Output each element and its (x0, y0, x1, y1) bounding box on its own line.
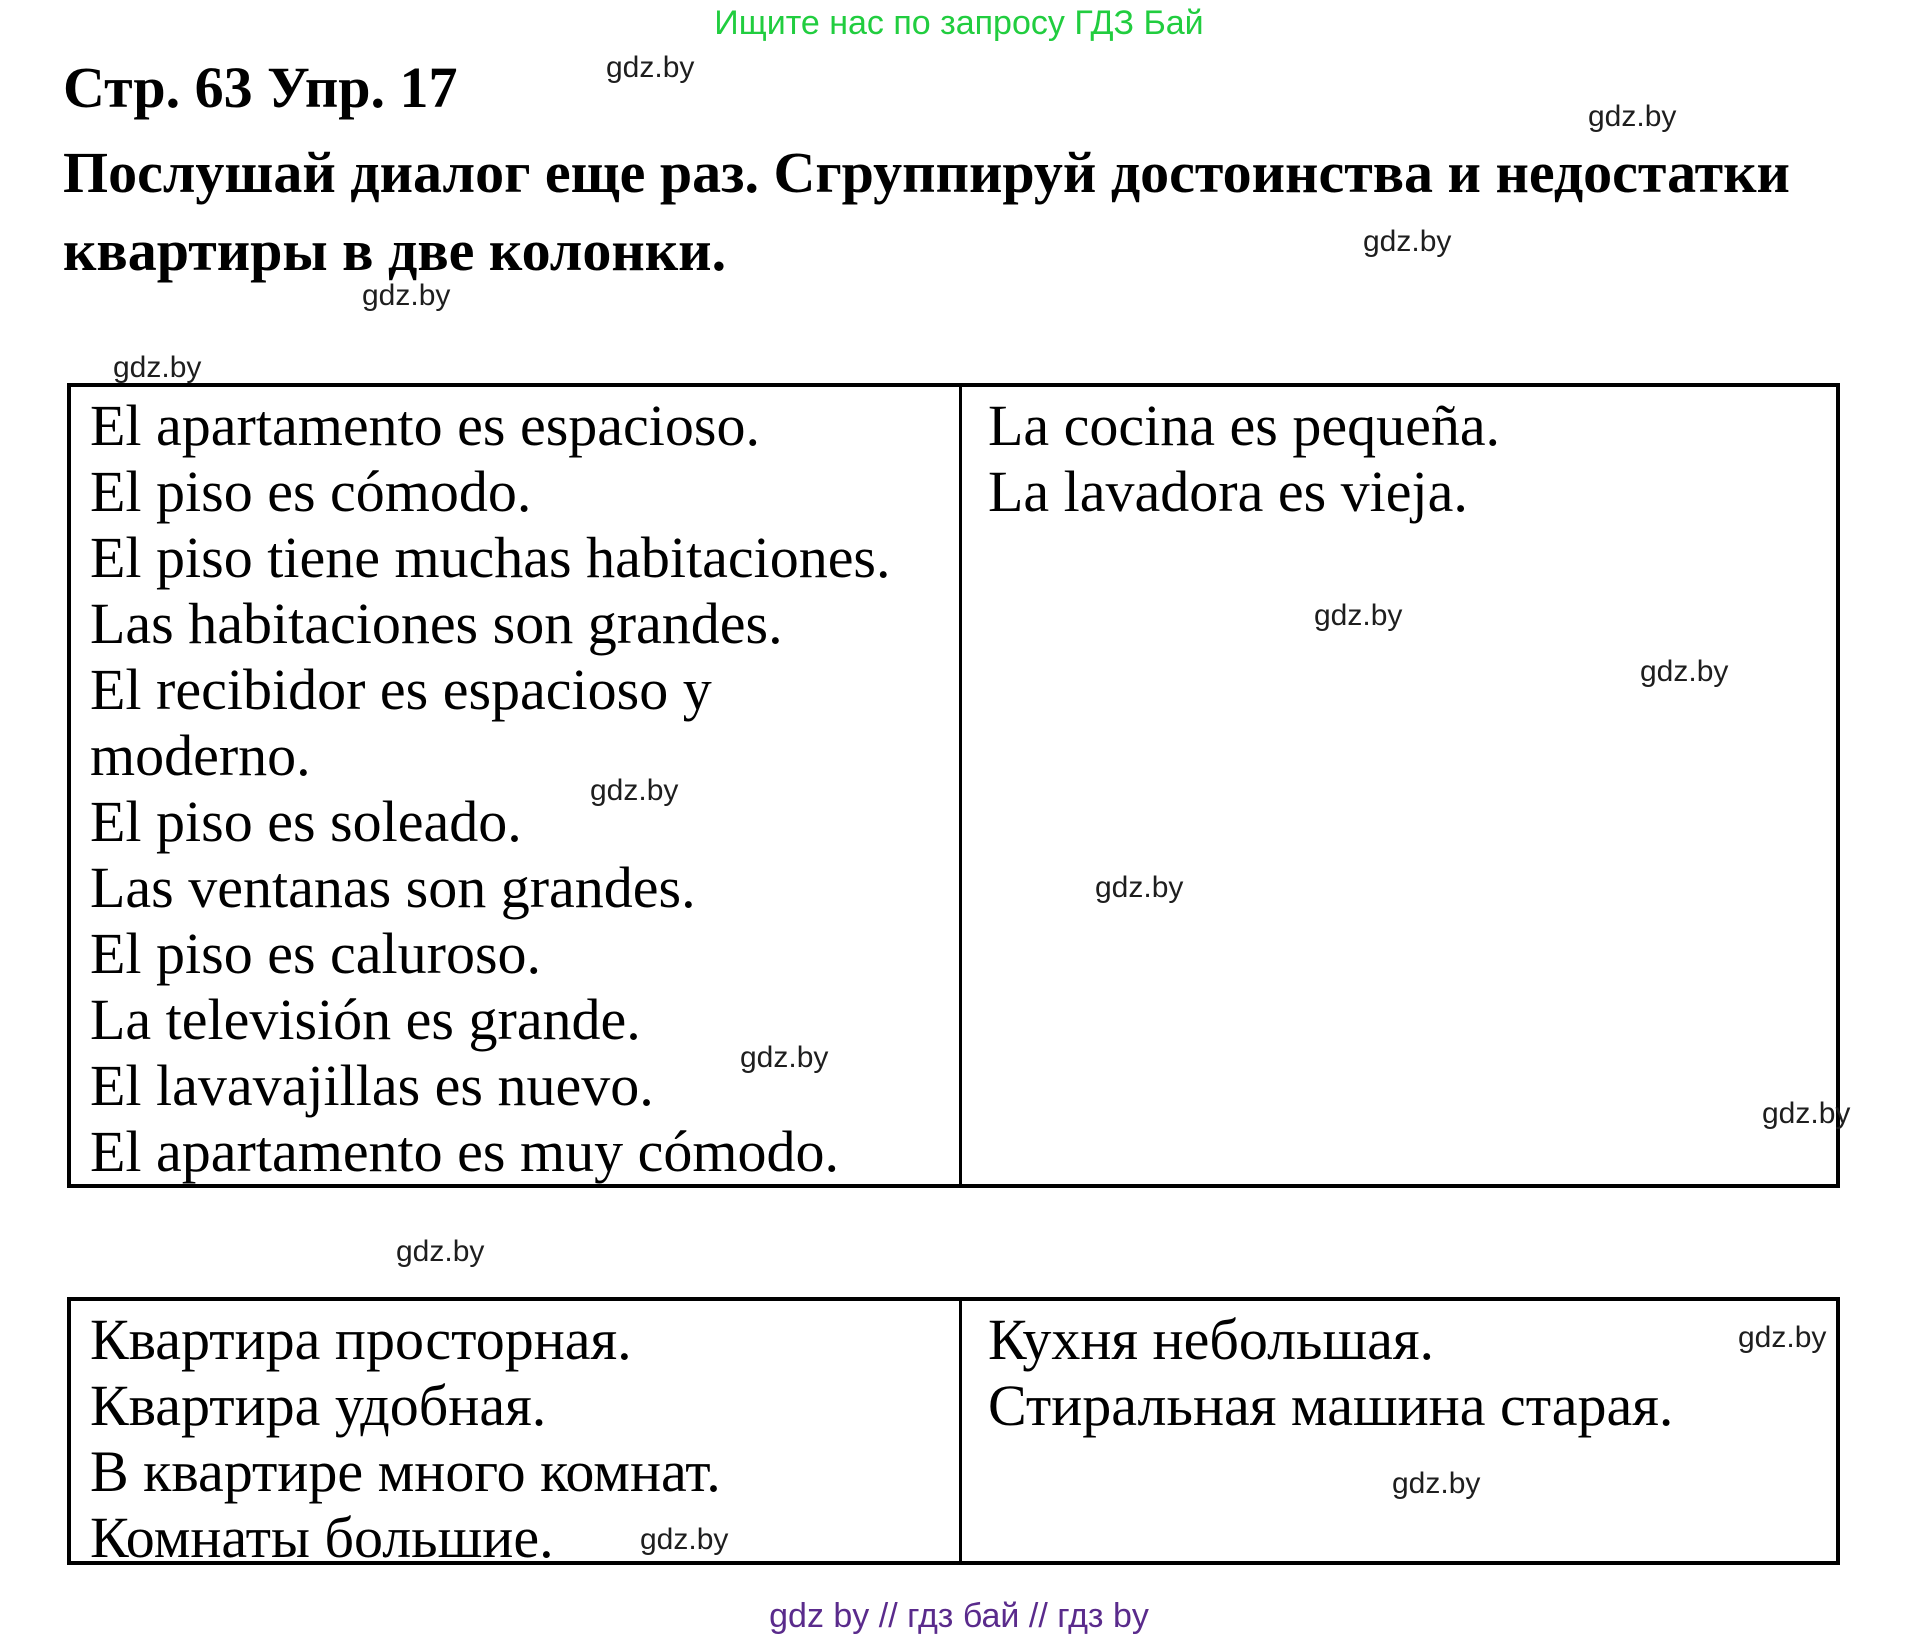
sentence-advantage-es: El piso tiene muchas habitaciones. (90, 525, 891, 590)
gdzby-watermark: gdz.by (740, 1041, 829, 1074)
gdzby-watermark: gdz.by (590, 774, 679, 807)
sentence-advantage-es: El recibidor es espacioso y moderno. (90, 657, 712, 788)
exercise-instruction (63, 134, 1790, 290)
gdzby-watermark: gdz.by (1363, 225, 1452, 258)
sentence-advantage-es: El piso es caluroso. (90, 921, 542, 986)
footer-site-links[interactable]: gdz by // гдз бай // гдз by (769, 1597, 1149, 1635)
page-title: Стр. 63 Упр. 17 (63, 55, 458, 120)
instruction-line-1: Послушай диалог еще раз. Сгруппируй достоинства и недостатки (63, 140, 1790, 205)
gdzby-watermark: gdz.by (362, 279, 451, 312)
gdzby-watermark: gdz.by (640, 1523, 729, 1556)
sentence-advantage-es: El apartamento es muy cómodo. (90, 1119, 839, 1184)
sentence-disadvantage-es: La lavadora es vieja. (988, 459, 1468, 524)
sentence-advantage-es: La televisión es grande. (90, 987, 641, 1052)
table-spanish-pros-cons (67, 383, 1840, 1188)
sentence-advantage-es: El apartamento es espacioso. (90, 393, 760, 458)
gdzby-watermark: gdz.by (1640, 655, 1729, 688)
sentence-advantage-ru: Комнаты большие. (90, 1505, 554, 1561)
gdzby-watermark: gdz.by (396, 1235, 485, 1268)
column-advantages-russian (71, 1301, 959, 1561)
gdzby-watermark: gdz.by (1095, 871, 1184, 904)
gdzby-watermark: gdz.by (606, 51, 695, 84)
sentence-advantage-ru: Квартира удобная. (90, 1373, 547, 1438)
instruction-line-2: квартиры в две колонки. (63, 218, 727, 283)
sentence-advantage-ru: Квартира просторная. (90, 1307, 632, 1372)
promo-banner: Ищите нас по запросу ГДЗ Бай (714, 4, 1204, 42)
gdzby-watermark: gdz.by (113, 351, 202, 384)
gdzby-watermark: gdz.by (1762, 1097, 1851, 1130)
sentence-advantage-ru: В квартире много комнат. (90, 1439, 721, 1504)
table-russian-pros-cons (67, 1297, 1840, 1565)
sentence-disadvantage-ru: Кухня небольшая. (988, 1307, 1435, 1372)
sentence-advantage-es: El piso es soleado. (90, 789, 522, 854)
column-disadvantages-spanish (959, 387, 1836, 1184)
gdzby-watermark: gdz.by (1738, 1321, 1827, 1354)
sentence-advantage-es: El lavavajillas es nuevo. (90, 1053, 654, 1118)
sentence-advantage-es: Las ventanas son grandes. (90, 855, 696, 920)
sentence-advantage-es: Las habitaciones son grandes. (90, 591, 783, 656)
sentence-disadvantage-ru: Стиральная машина старая. (988, 1373, 1674, 1438)
column-disadvantages-russian (959, 1301, 1836, 1561)
gdzby-watermark: gdz.by (1392, 1467, 1481, 1500)
sentence-disadvantage-es: La cocina es pequeña. (988, 393, 1501, 458)
gdzby-watermark: gdz.by (1314, 599, 1403, 632)
gdzby-watermark: gdz.by (1588, 100, 1677, 133)
sentence-advantage-es: El piso es cómodo. (90, 459, 532, 524)
